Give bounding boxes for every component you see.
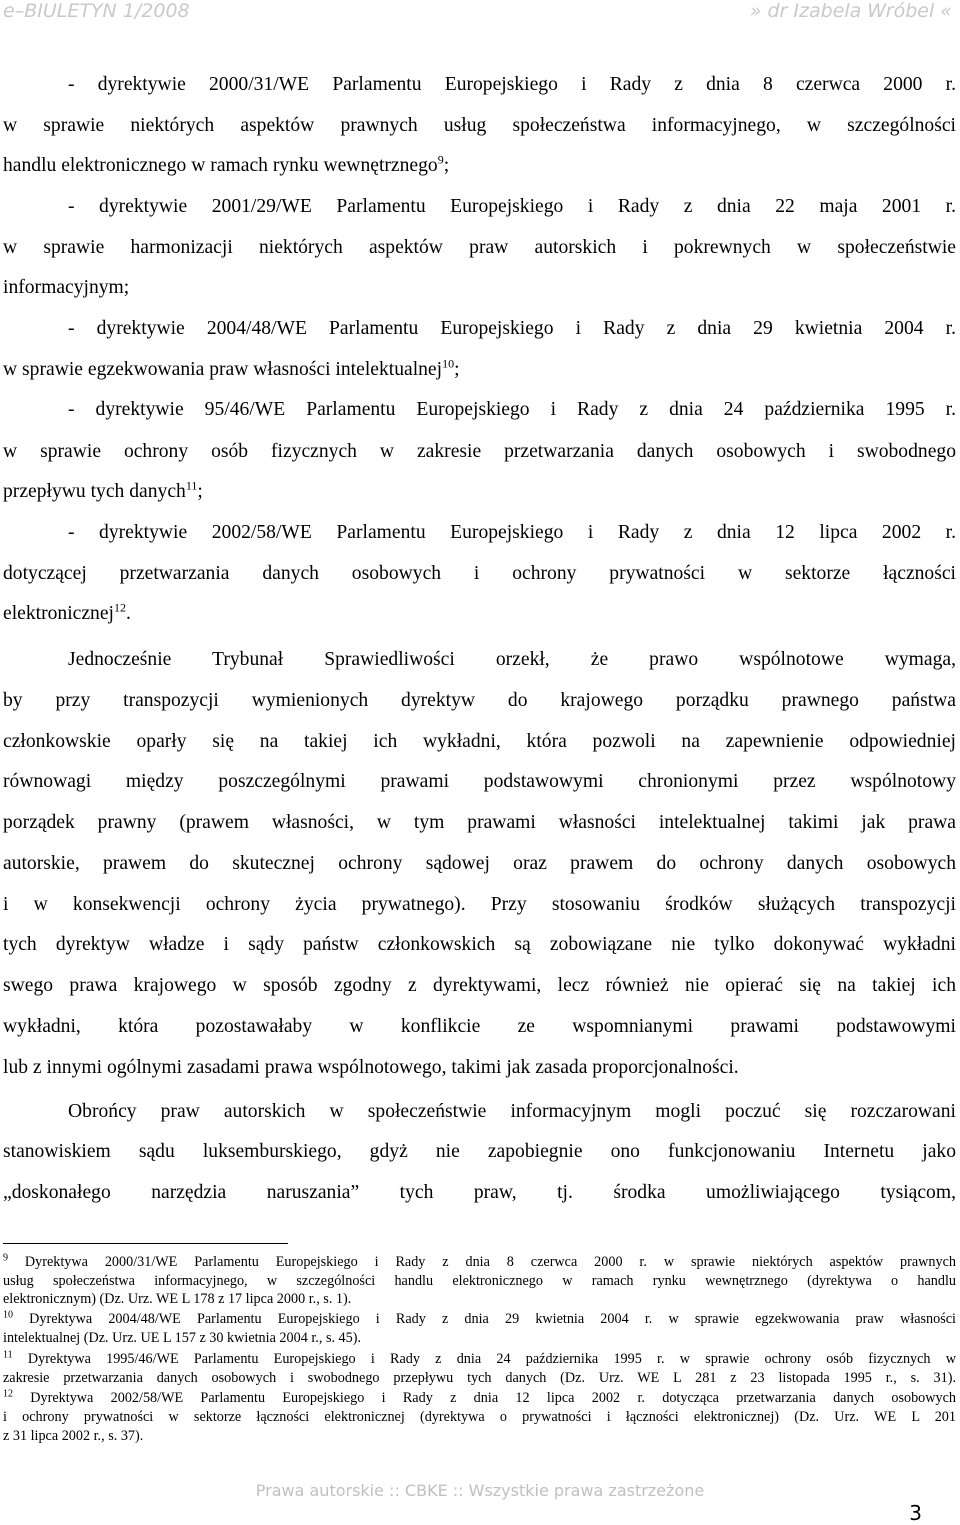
body-line	[3, 236, 956, 260]
body-text: w sprawie niektórych aspektów prawnych usług społeczeństwa informacyjnego, w szczególności	[3, 115, 956, 136]
footnote-line	[3, 1389, 956, 1407]
body-line	[3, 893, 956, 917]
body-line	[3, 562, 956, 586]
body-text: - dyrektywie 2000/31/WE Parlamentu Europejskiego i Rady z dnia 8 czerwca 2000 r.	[68, 74, 956, 95]
body-text: - dyrektywie 2002/58/WE Parlamentu Europejskiego i Rady z dnia 12 lipca 2002 r.	[68, 522, 956, 543]
body-line	[68, 1100, 956, 1124]
body-text: lub z innymi ogólnymi zasadami prawa wspólnotowego, takimi jak zasada proporcjonalności.	[3, 1057, 739, 1078]
body-line	[3, 689, 956, 713]
body-line	[3, 1140, 956, 1164]
body-text: Obrońcy praw autorskich w społeczeństwie informacyjnym mogli poczuć się rozczarowani	[68, 1101, 956, 1122]
body-text: - dyrektywie 2001/29/WE Parlamentu Europejskiego i Rady z dnia 22 maja 2001 r.	[68, 196, 956, 217]
body-line	[3, 480, 956, 504]
body-text: - dyrektywie 2004/48/WE Parlamentu Europejskiego i Rady z dnia 29 kwietnia 2004 r.	[68, 318, 956, 339]
body-line	[3, 1056, 956, 1080]
footnote-line	[3, 1310, 956, 1328]
footnote-text: i ochrony prywatności w sektorze łączności elektronicznej (dyrektywa o prywatności i łączności elektronicznej) (Dz. Urz. WE L 201	[3, 1409, 956, 1425]
body-line	[3, 852, 956, 876]
body-line	[3, 276, 956, 300]
body-line	[3, 114, 956, 138]
footnote-text: Dyrektywa 2000/31/WE Parlamentu Europejskiego i Rady z dnia 8 czerwca 2000 r. w sprawie niektórych aspektów prawnych	[8, 1254, 956, 1270]
body-line	[3, 440, 956, 464]
footnote-text: Dyrektywa 2004/48/WE Parlamentu Europejskiego i Rady z dnia 29 kwietnia 2004 r. w sprawie egzekwowania praw własności	[13, 1311, 956, 1327]
body-line	[3, 358, 956, 382]
footnote-text: elektronicznym) (Dz. Urz. WE L 178 z 17 lipca 2000 r., s. 1).	[3, 1291, 352, 1307]
body-line	[3, 1015, 956, 1039]
footnote-reference: 9	[437, 152, 444, 167]
body-line	[68, 73, 956, 97]
footnote-text: usług społeczeństwa informacyjnego, w szczególności handlu elektronicznego w ramach rynku wewnętrznego (dyrektywa o handlu	[3, 1273, 956, 1289]
body-text: by przy transpozycji wymienionych dyrektyw do krajowego porządku prawnego państwa	[3, 690, 956, 711]
footnote-text: Dyrektywa 2002/58/WE Parlamentu Europejskiego i Rady z dnia 12 lipca 2002 r. dotycząca przetwarzania danych osobowych	[13, 1390, 956, 1406]
footnote-marker: 11	[3, 1349, 13, 1361]
body-text: wykładni, która pozostawałaby w konflikcie ze wspomnianymi prawami podstawowymi	[3, 1016, 956, 1037]
body-text: autorskie, prawem do skutecznej ochrony sądowej oraz prawem do ochrony danych osobowych	[3, 853, 956, 874]
body-text: stanowiskiem sądu luksemburskiego, gdyż nie zapobiegnie ono funkcjonowaniu Internetu jako	[3, 1141, 956, 1162]
body-line	[3, 933, 956, 957]
footnote-text: intelektualnej (Dz. Urz. UE L 157 z 30 kwietnia 2004 r., s. 45).	[3, 1330, 362, 1346]
footnote-separator	[3, 1243, 288, 1244]
page-header	[0, 0, 960, 22]
footnote-line	[3, 1408, 956, 1426]
footnote-line	[3, 1427, 956, 1445]
body-line	[3, 974, 956, 998]
footnote-reference: 10	[442, 356, 455, 371]
footnote-marker: 12	[3, 1388, 13, 1400]
body-text: porządek prawny (prawem własności, w tym prawami własności intelektualnej takimi jak prawa	[3, 812, 956, 833]
header-bulletin-title: e–BIULETYN 1/2008	[3, 0, 190, 22]
footnote-reference: 12	[113, 600, 126, 615]
footnote-reference: 11	[185, 478, 198, 493]
body-text: członkowskie oparły się na takiej ich wykładni, która pozwoli na zapewnienie odpowiedniej	[3, 731, 956, 752]
body-text: - dyrektywie 95/46/WE Parlamentu Europejskiego i Rady z dnia 24 października 1995 r.	[68, 399, 956, 420]
footnote-text: z 31 lipca 2002 r., s. 37).	[3, 1428, 144, 1444]
body-text: swego prawa krajowego w sposób zgodny z dyrektywami, lecz również nie opierać się na takiej ich	[3, 975, 956, 996]
footnote-line	[3, 1369, 956, 1387]
body-text: „doskonałego narzędzia naruszania” tych praw, tj. środka umożliwiającego tysiącom,	[3, 1182, 956, 1203]
body-text: przepływu tych danych	[3, 481, 186, 502]
footnote-line	[3, 1329, 956, 1347]
header-author: » dr Izabela Wróbel «	[749, 0, 952, 22]
body-text: w sprawie ochrony osób fizycznych w zakresie przetwarzania danych osobowych i swobodnego	[3, 441, 956, 462]
body-text: równowagi między poszczególnymi prawami podstawowymi chronionymi przez wspólnotowy	[3, 771, 956, 792]
body-text: dotyczącej przetwarzania danych osobowych i ochrony prywatności w sektorze łączności	[3, 563, 956, 584]
footnote-text: Dyrektywa 1995/46/WE Parlamentu Europejskiego i Rady z dnia 24 października 1995 r. w sprawie ochrony osób fizycznych w	[12, 1351, 956, 1367]
body-line	[68, 195, 956, 219]
body-line	[3, 602, 956, 626]
body-line	[3, 770, 956, 794]
footnote-marker: 10	[3, 1309, 13, 1321]
body-line	[68, 398, 956, 422]
body-text: handlu elektronicznego w ramach rynku wewnętrznego	[3, 155, 438, 176]
body-text: informacyjnym;	[3, 277, 130, 298]
body-line	[68, 521, 956, 545]
body-line	[3, 154, 956, 178]
punctuation: ;	[454, 359, 460, 380]
footnote-line	[3, 1290, 956, 1308]
footnote-line	[3, 1350, 956, 1368]
body-line	[68, 317, 956, 341]
body-text: elektronicznej	[3, 603, 114, 624]
body-line	[68, 648, 956, 672]
page-number: 3	[909, 1501, 922, 1525]
body-text: tych dyrektyw władze i sądy państw członkowskich są zobowiązane nie tylko dokonywać wykładni	[3, 934, 956, 955]
punctuation: ;	[443, 155, 450, 176]
punctuation: .	[125, 603, 131, 624]
body-text: w sprawie harmonizacji niektórych aspektów praw autorskich i pokrewnych w społeczeństwie	[3, 237, 956, 258]
footer-copyright: Prawa autorskie :: CBKE :: Wszystkie prawa zastrzeżone	[255, 1481, 705, 1500]
body-text: Jednocześnie Trybunał Sprawiedliwości orzekł, że prawo wspólnotowe wymaga,	[68, 649, 956, 670]
punctuation: ;	[197, 481, 203, 502]
footnote-line	[3, 1253, 956, 1271]
body-text: w sprawie egzekwowania praw własności intelektualnej	[3, 359, 443, 380]
body-line	[3, 1181, 956, 1205]
body-text: i w konsekwencji ochrony życia prywatnego). Przy stosowaniu środków służących transpozycji	[3, 894, 956, 915]
footnote-marker: 9	[3, 1252, 8, 1264]
footnote-text: zakresie przetwarzania danych osobowych i swobodnego przepływu tych danych (Dz. Urz. WE L 281 z 23 listopada 1995 r., s. 31).	[3, 1370, 956, 1386]
body-line	[3, 730, 956, 754]
footnote-line	[3, 1272, 956, 1290]
body-line	[3, 811, 956, 835]
